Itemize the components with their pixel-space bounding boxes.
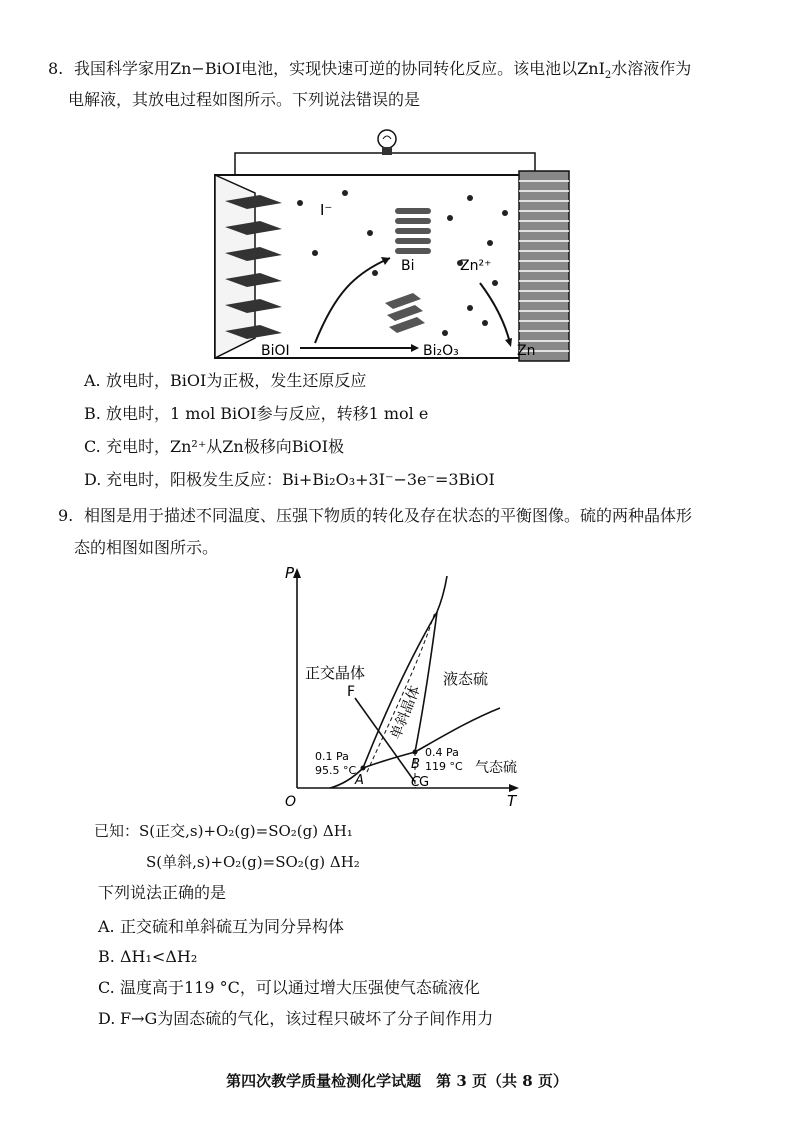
axis-t-label: T <box>507 792 517 810</box>
bi-crystal <box>395 208 431 254</box>
q8-number: 8. <box>48 59 64 78</box>
bioi-electrode <box>215 175 282 358</box>
q9-option-b: B. ΔH₁<ΔH₂ <box>98 947 198 966</box>
zn-electrode <box>519 171 569 361</box>
q9-stem-line1: 9. 相图是用于描述不同温度、压强下物质的转化及存在状态的平衡图像。硫的两种晶体形 <box>58 506 693 525</box>
q9-option-c: C. 温度高于119 °C，可以通过增大压强使气态硫液化 <box>98 978 480 997</box>
label-c: C <box>411 775 421 790</box>
q9-number: 9. <box>58 506 74 525</box>
q8-option-c: C. 充电时，Zn²⁺从Zn极移向BiOI极 <box>84 437 345 456</box>
q8-stem-sub: 2 <box>604 70 612 82</box>
axis-p-label: P <box>285 564 295 582</box>
q8-stem-text: 我国科学家用Zn−BiOI电池，实现快速可逆的协同转化反应。该电池以ZnI <box>74 59 605 78</box>
origin-label: O <box>285 794 297 810</box>
light-bulb-icon <box>378 130 396 155</box>
q8-option-b: B. 放电时，1 mol BiOI参与反应，转移1 mol e <box>84 404 429 423</box>
label-bi: Bi <box>401 258 415 274</box>
label-liquid: 液态硫 <box>443 670 489 688</box>
battery-diagram <box>205 123 583 368</box>
q9-option-d: D. F→G为固态硫的气化，该过程只破坏了分子间作用力 <box>98 1009 494 1028</box>
q9-known-eq2: S(单斜,s)+O₂(g)=SO₂(g) ΔH₂ <box>146 853 360 871</box>
point-b-temperature: 119 °C <box>425 760 463 773</box>
label-gas: 气态硫 <box>475 760 517 776</box>
point-a-pressure: 0.1 Pa <box>315 750 349 763</box>
q9-question: 下列说法正确的是 <box>98 883 227 902</box>
q8-option-a: A. 放电时，BiOI为正极，发生还原反应 <box>84 371 367 390</box>
q9-known-eq1: 已知：S(正交,s)+O₂(g)=SO₂(g) ΔH₁ <box>94 822 353 840</box>
label-f: F <box>347 684 356 700</box>
q8-stem-line2: 电解液，其放电过程如图所示。下列说法错误的是 <box>68 90 421 109</box>
page-footer: 第四次教学质量检测化学试题 第 3 页（共 8 页） <box>226 1072 568 1090</box>
bi2o3-crystal <box>385 293 425 333</box>
q9-known-label: 已知： <box>94 822 140 840</box>
label-bioi: BiOI <box>261 343 290 359</box>
label-zn: Zn <box>517 343 536 359</box>
label-monoclinic: 单斜晶体 <box>387 683 424 742</box>
label-zn-ion: Zn²⁺ <box>460 258 492 274</box>
q9-option-a: A. 正交硫和单斜硫互为同分异构体 <box>98 917 345 936</box>
label-orthorhombic: 正交晶体 <box>305 664 366 682</box>
label-a: A <box>355 773 364 788</box>
label-b: B <box>411 757 420 772</box>
label-g: G <box>419 775 430 790</box>
q9-stem-line2: 态的相图如图所示。 <box>74 538 219 557</box>
q8-stem-line1 <box>48 58 691 87</box>
point-b-pressure: 0.4 Pa <box>425 746 459 759</box>
sulfur-phase-diagram <box>275 560 545 815</box>
label-bi2o3: Bi₂O₃ <box>423 343 459 359</box>
label-iodide: I⁻ <box>320 201 333 219</box>
q8-option-d: D. 充电时，阳极发生反应：Bi+Bi₂O₃+3I⁻−3e⁻=3BiOI <box>84 470 495 489</box>
point-a-temperature: 95.5 °C <box>315 764 357 777</box>
q8-stem-end: 水溶液作为 <box>611 59 692 78</box>
